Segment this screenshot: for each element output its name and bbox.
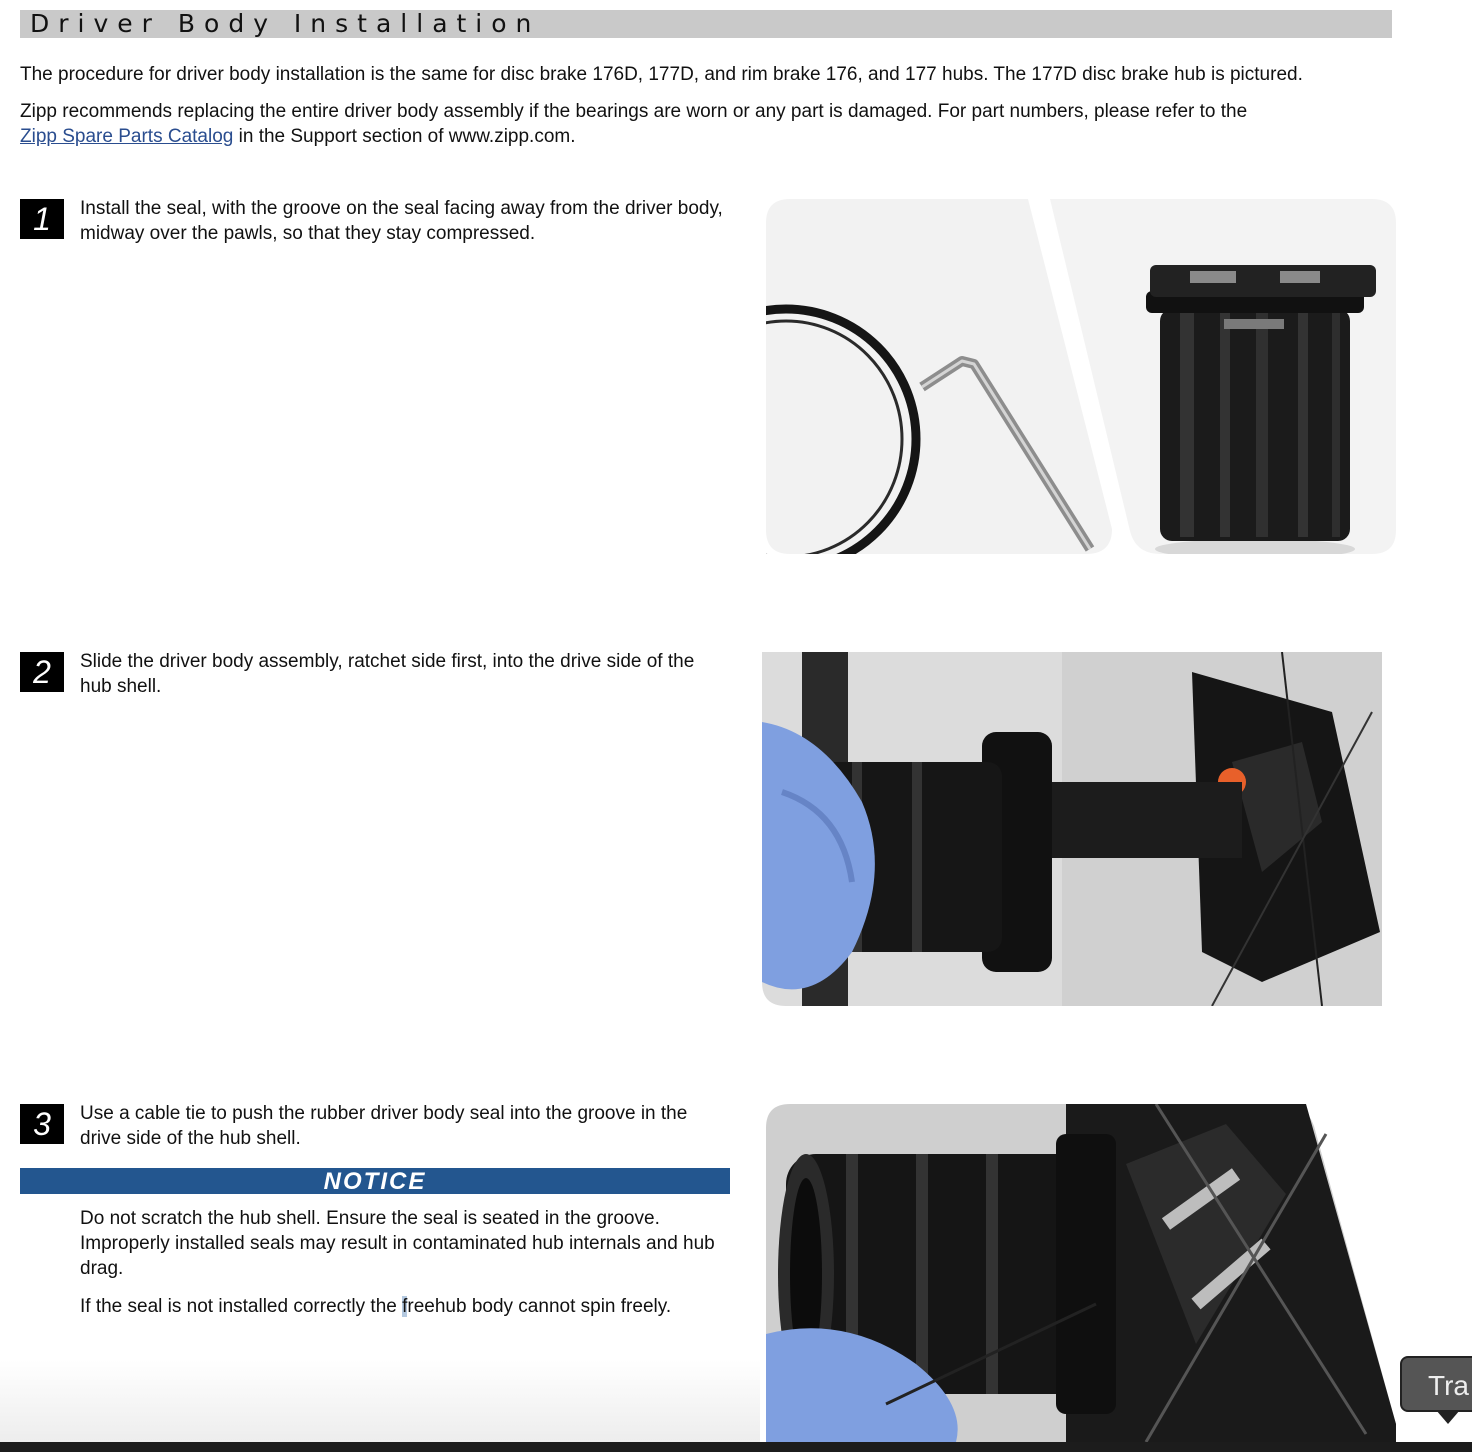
page-bottom-fade (0, 1360, 760, 1442)
step-1-text: Install the seal, with the groove on the seal facing away from the driver body, midway over the pawls, so that they stay compressed. (80, 198, 723, 244)
cable-tie-seal-photo (766, 1104, 1396, 1442)
notice-banner: NOTICE (20, 1168, 730, 1194)
step-2-number: 2 (20, 652, 64, 692)
notice-text-2-end: reehub body cannot spin freely. (407, 1296, 672, 1317)
intro-paragraph-1 (20, 62, 1400, 87)
step-1-number: 1 (20, 199, 64, 239)
notice-paragraph-1 (80, 1206, 740, 1281)
tooltip-pointer (1436, 1410, 1460, 1424)
driver-body-insertion-photo (762, 652, 1382, 1006)
translate-tooltip[interactable]: Tra (1400, 1356, 1472, 1412)
driver-body-photo (1050, 199, 1396, 554)
step-2-text: Slide the driver body assembly, ratchet side first, into the drive side of the hub shell. (80, 651, 695, 697)
notice-text-2-start: If the seal is not installed correctly the (80, 1296, 403, 1317)
intro-text-2: Zipp recommends replacing the entire driver body assembly if the bearings are worn or any part is damaged. For part numbers, please refer to the (20, 101, 1248, 122)
step-3-text: Use a cable tie to push the rubber driver body seal into the groove in the drive side of the hub shell. (80, 1103, 688, 1149)
intro-text-1: The procedure for driver body installation is the same for disc brake 176D, 177D, and rim brake 176, and 177 hubs. The 177D disc brake hub is pictured. (20, 64, 1303, 85)
section-title: Driver Body Installation (20, 10, 1392, 38)
notice-paragraph-2 (80, 1294, 740, 1319)
spare-parts-catalog-link[interactable]: Zipp Spare Parts Catalog (20, 126, 234, 147)
step-3-number: 3 (20, 1104, 64, 1144)
text-selection[interactable]: f (402, 1296, 408, 1317)
bottom-toolbar (0, 1442, 1472, 1452)
intro-text-2-end: in the Support section of www.zipp.com. (233, 126, 576, 147)
notice-text-1: Do not scratch the hub shell. Ensure the seal is seated in the groove. Improperly installed seals may result in contaminated hub internals and hub drag. (80, 1208, 715, 1279)
intro-paragraph-2 (20, 99, 1400, 149)
